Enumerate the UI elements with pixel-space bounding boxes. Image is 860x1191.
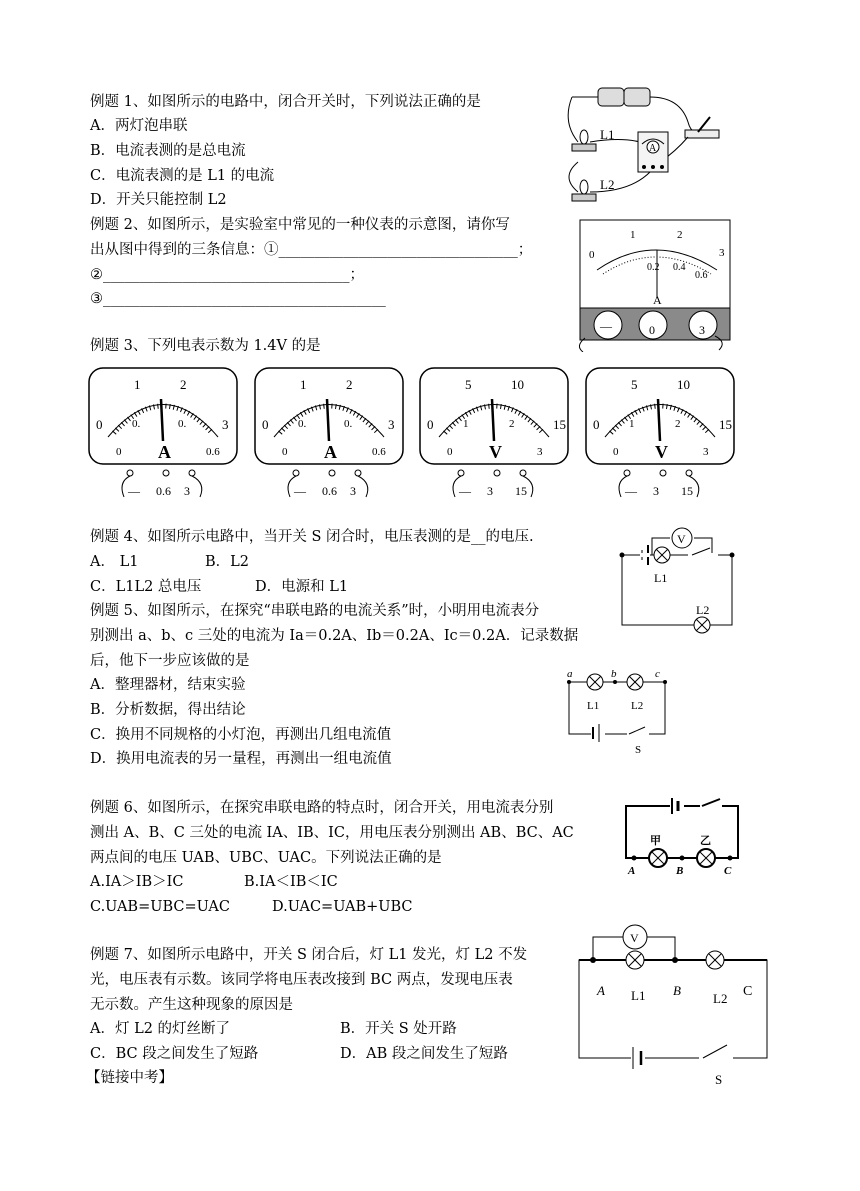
q3-meter-1-top-0: 0 — [96, 417, 103, 432]
q3-meter-2-top-3: 3 — [388, 417, 395, 432]
q7-label-S: S — [715, 1072, 723, 1087]
q4-option-d: D．电源和 L1 — [255, 579, 349, 595]
q4-circuit-figure — [612, 520, 742, 635]
q4-stem: 例题 4、如图所示电路中，当开关 S 闭合时，电压表测的是__的电压. — [90, 529, 534, 545]
q3-meter-2-top-2: 2 — [346, 377, 353, 392]
q5-option-d: D．换用电流表的另一量程，再测出一组电流值 — [90, 751, 392, 767]
q6-label-A: A — [628, 865, 636, 877]
q7-option-a: A．灯 L2 的灯丝断了 — [90, 1021, 231, 1037]
q5-option-c: C．换用不同规格的小灯泡，再测出几组电流值 — [90, 727, 392, 743]
q2-line2: 出从图中得到的三条信息：①_________________________________； — [90, 242, 533, 258]
q6-label-yi: 乙 — [700, 835, 711, 847]
q3-stem: 例题 3、下列电表示数为 1.4V 的是 — [90, 338, 321, 354]
q7-label-B: B — [673, 983, 681, 998]
q3-meter-3-terminal-minus: — — [459, 484, 471, 498]
q1-stem: 例题 1、如图所示的电路中，闭合开关时，下列说法正确的是 — [90, 94, 481, 110]
q3-meter-4-top-1: 5 — [631, 377, 638, 392]
q7-option-d: D．AB 段之间发生了短路 — [340, 1046, 508, 1062]
q2-line1: 例题 2、如图所示，是实验室中常见的一种仪表的示意图，请你写 — [90, 217, 510, 233]
q4-option-b: B．L2 — [205, 554, 250, 570]
q3-meter-1-top-1: 1 — [134, 377, 141, 392]
q3-meter-4-terminal-minus: — — [625, 484, 637, 498]
q3-meter-4-bottom-1: 3 — [703, 446, 709, 458]
q3-meter-4-top-3: 15 — [719, 417, 732, 432]
q5-label-a: a — [567, 668, 573, 680]
q5-label-c: c — [655, 668, 660, 680]
q1-circuit-figure — [560, 82, 725, 212]
q5-line3: 后，他下一步应该做的是 — [90, 653, 250, 669]
q3-meter-1-bottom-0: 0 — [116, 446, 122, 458]
q2-terminal-0: 0 — [649, 323, 655, 337]
q6-option-b: B.IA＜IB＜IC — [244, 874, 338, 890]
q3-meter-1-terminal-high: 3 — [184, 484, 190, 498]
q2-terminal-minus: — — [600, 319, 612, 333]
q3-meter-1-terminal-minus: — — [128, 484, 140, 498]
q3-meter-2-letter: A — [324, 442, 337, 462]
q3-meter-1-letter: A — [158, 442, 171, 462]
q3-meter-4-bottom-0: 0 — [613, 446, 619, 458]
q3-meter-2-top-0: 0 — [262, 417, 269, 432]
q3-meter-3-top-2: 10 — [511, 377, 524, 392]
q6-line1: 例题 6、如图所示，在探究串联电路的特点时，闭合开关，用电流表分别 — [90, 800, 554, 816]
q3-meter-4-top-0: 0 — [593, 417, 600, 432]
q2-terminal-3: 3 — [699, 323, 705, 337]
q3-meter-2-terminal-high: 3 — [350, 484, 356, 498]
q3-meter-4 — [585, 367, 740, 502]
q3-meter-2-inner-1: 0. — [298, 418, 307, 430]
q7-label-A: A — [597, 983, 605, 998]
q4-option-c: C．L1L2 总电压 — [90, 579, 202, 595]
q1-option-b: B．电流表测的是总电流 — [90, 143, 246, 159]
q6-label-jia: 甲 — [650, 835, 661, 847]
q2-scale-0.4: 0.4 — [673, 262, 686, 273]
q3-meter-4-top-2: 10 — [677, 377, 690, 392]
q3-meter-4-inner-1: 1 — [629, 418, 635, 430]
q7-label-L2: L2 — [713, 991, 728, 1006]
q1-label-L2: L2 — [600, 177, 615, 192]
q5-label-b: b — [611, 668, 617, 680]
q2-scale-0.2: 0.2 — [647, 262, 660, 273]
q3-meter-3-letter: V — [489, 442, 502, 462]
q5-label-S: S — [635, 744, 642, 755]
q3-meter-2-bottom-1: 0.6 — [372, 446, 386, 458]
q7-voltmeter-letter: V — [630, 931, 639, 945]
q7-line2: 光，电压表有示数。该同学将电压表改接到 BC 两点，发现电压表 — [90, 972, 513, 988]
q2-scale-1: 1 — [630, 229, 636, 241]
q3-meter-1-top-3: 3 — [222, 417, 229, 432]
q3-meter-4-inner-2: 2 — [675, 418, 681, 430]
q3-meter-4-terminal-mid: 3 — [653, 484, 659, 498]
q3-meter-3-bottom-1: 3 — [537, 446, 543, 458]
q2-scale-0.6: 0.6 — [695, 270, 708, 281]
q4-option-a: A． L1 — [90, 554, 139, 570]
q5-label-L1: L1 — [587, 700, 600, 712]
q3-meter-3-inner-2: 2 — [509, 418, 515, 430]
q2-scale-2: 2 — [677, 229, 683, 241]
q5-line1: 例题 5、如图所示，在探究“串联电路的电流关系”时，小明用电流表分 — [90, 603, 540, 619]
q5-option-b: B．分析数据，得出结论 — [90, 702, 246, 718]
q2-scale-3: 3 — [719, 247, 725, 259]
q6-option-d: D.UAC=UAB+UBC — [272, 899, 413, 915]
q7-label-C: C — [743, 984, 753, 999]
q1-option-a: A．两灯泡串联 — [90, 118, 188, 134]
q6-label-B: B — [676, 865, 684, 877]
q3-meter-3 — [419, 367, 574, 502]
q3-meter-3-top-3: 15 — [553, 417, 566, 432]
q3-meter-1-bottom-1: 0.6 — [206, 446, 220, 458]
q3-meter-2-top-1: 1 — [300, 377, 307, 392]
q2-meter-letter: A — [653, 293, 662, 307]
q1-option-d: D．开关只能控制 L2 — [90, 192, 227, 208]
q4-label-L2: L2 — [696, 603, 710, 617]
q2-ammeter-figure — [575, 218, 735, 352]
q5-circuit-figure — [563, 665, 673, 755]
q2-line3: ②__________________________________； — [90, 267, 364, 283]
q3-meter-1 — [88, 367, 243, 502]
q3-meter-3-inner-1: 1 — [463, 418, 469, 430]
q5-option-a: A．整理器材，结束实验 — [90, 677, 246, 693]
q7-line3: 无示数。产生这种现象的原因是 — [90, 997, 293, 1013]
q6-label-C: C — [724, 865, 732, 877]
q6-line2: 测出 A、B、C 三处的电流 IA、IB、IC，用电压表分别测出 AB、BC、AC — [90, 825, 574, 841]
q3-meter-3-top-1: 5 — [465, 377, 472, 392]
q4-label-L1: L1 — [654, 571, 668, 585]
q3-meter-3-terminal-high: 15 — [515, 484, 527, 498]
q7-option-b: B．开关 S 处开路 — [340, 1021, 457, 1037]
q5-line2: 别测出 a、b、c 三处的电流为 Ia＝0.2A、Ib＝0.2A、Ic＝0.2A．记录数据 — [90, 628, 579, 644]
footer-link-heading: 【链接中考】 — [86, 1070, 173, 1086]
q3-meter-1-terminal-mid: 0.6 — [156, 484, 171, 498]
q7-circuit-figure — [575, 915, 775, 1090]
q6-circuit-figure — [620, 798, 745, 878]
q3-meter-2-terminal-minus: — — [294, 484, 306, 498]
q1-option-c: C．电流表测的是 L1 的电流 — [90, 168, 275, 184]
q3-meter-3-top-0: 0 — [427, 417, 434, 432]
q2-line4: ③_______________________________________ — [90, 291, 386, 307]
q1-label-L1: L1 — [600, 127, 615, 142]
q5-label-L2: L2 — [631, 700, 644, 712]
q3-meter-3-terminal-mid: 3 — [487, 484, 493, 498]
q7-line1: 例题 7、如图所示电路中，开关 S 闭合后，灯 L1 发光，灯 L2 不发 — [90, 947, 528, 963]
q7-option-c: C．BC 段之间发生了短路 — [90, 1046, 259, 1062]
q3-meter-1-inner-1: 0. — [132, 418, 141, 430]
q3-meter-4-letter: V — [655, 442, 668, 462]
q3-meter-2 — [254, 367, 409, 502]
q3-meter-4-terminal-high: 15 — [681, 484, 693, 498]
q1-ammeter-letter: A — [649, 143, 657, 154]
q3-meter-1-top-2: 2 — [180, 377, 187, 392]
q3-meter-2-inner-2: 0. — [344, 418, 353, 430]
q6-option-a: A.IA＞IB＞IC — [90, 874, 184, 890]
q3-meter-2-bottom-0: 0 — [282, 446, 288, 458]
q3-meter-1-inner-2: 0. — [178, 418, 187, 430]
q3-meter-2-terminal-mid: 0.6 — [322, 484, 337, 498]
q3-meter-3-bottom-0: 0 — [447, 446, 453, 458]
q6-line3: 两点间的电压 UAB、UBC、UAC。下列说法正确的是 — [90, 850, 442, 866]
q6-option-c: C.UAB=UBC=UAC — [90, 899, 230, 915]
q4-voltmeter-letter: V — [677, 532, 686, 546]
q7-label-L1: L1 — [631, 988, 646, 1003]
q2-scale-0: 0 — [589, 249, 595, 261]
